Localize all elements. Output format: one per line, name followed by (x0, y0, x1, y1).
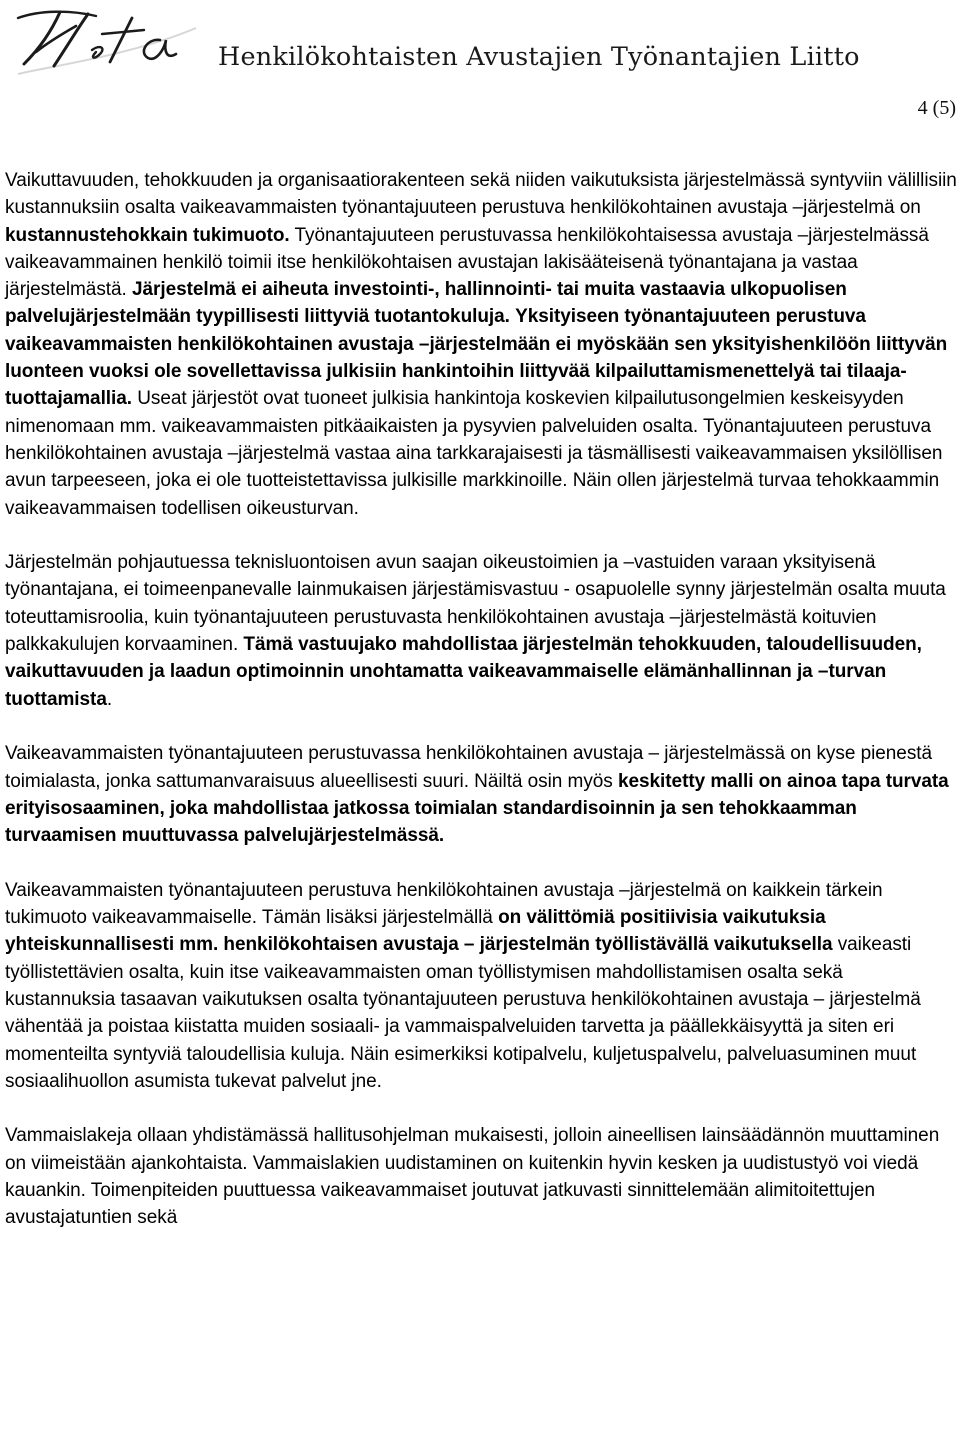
bold-text: Yksityiseen työnantajuuteen perustuva vaikeavammaisten henkilökohtainen avustaja –järjestelmään ei myöskään sen yksityishenkilöön liittyvän luonteen vuoksi ole sovellettavissa julkisiin hankintoihin liittyvää kilpailuttamismenettelyä tai tilaaja-tuottajamallia. (5, 306, 948, 410)
text-run: vaikeasti työllistettävien osalta, kuin itse vaikeavammaisten oman työllistymisen mahdollistamisen osalta sekä kustannuksia tasaavan vaikutuksen osalta työnantajuuteen perustuva henkilökohtainen avustaja – järjestelmä vähentää ja poistaa kiistatta muiden sosiaali- ja vammaispalveluiden tarvetta ja päällekkäisyyttä ja siten eri momenteilta syntyviä taloudellisia kuluja. Näin esimerkiksi kotipalvelu, kuljetuspalvelu, palveluasuminen muut sosiaalihuollon asumista tukevat palvelut jne. (5, 934, 921, 1092)
bold-text: kustannustehokkain tukimuoto. (5, 224, 290, 246)
text-run: Työnantajuuteen perustuvassa henkilökohtaisessa avustaja –järjestelmässä vaikeavammainen henkilö toimii itse henkilökohtaisen avustajan lakisääteisenä työnantajana ja vastaa järjestelmästä. (5, 224, 929, 301)
text-run: Vaikuttavuuden, tehokkuuden ja organisaatiorakenteen sekä niiden vaikutuksista järjestelmässä syntyviin välillisiin kustannuksiin osalta vaikeavammaisten työnantajuuteen perustuva henkilökohtainen avustaja –järjestelmä on (5, 170, 957, 219)
text-run: Vaikeavammaisten työnantajuuteen perustuvassa henkilökohtainen avustaja – järjestelmässä on kyse pienestä toimialasta, jonka sattumanvaraisuus alueellisesti suuri. Näiltä osin myös (5, 743, 933, 792)
heta-logo (10, 4, 200, 78)
paragraph (5, 877, 957, 1095)
page-number: 4 (5) (917, 97, 956, 119)
bold-text: Tämä vastuujako mahdollistaa järjestelmän tehokkuuden, taloudellisuuden, vaikuttavuuden ja laadun optimoinnin unohtamatta vaikeavammaiselle elämänhallinnan ja –turvan tuottamista (5, 634, 922, 710)
document-body (5, 167, 957, 1259)
text-run: Useat järjestöt ovat tuoneet julkisia hankintoja koskevien kilpailutusongelmien keskeisyyden nimenomaan mm. vaikeavammaisten pitkäaikaisten ja pysyvien palveluiden osalta. Työnantajuuteen perustuva henkilökohtainen avustaja –järjestelmä vastaa aina tarkkarajaisesti ja täsmällisesti vaikeavammaisen yksilöllisen avun tarpeeseen, joka ei ole tuotteistettavissa julkisille markkinoille. Näin ollen järjestelmä turvaa tehokkaammin vaikeavammaisen todellisen oikeusturvan. (5, 388, 943, 519)
bold-text: Järjestelmä ei aiheuta investointi-, hallinnointi- tai muita vastaavia ulkopuolisen palvelujärjestelmään tyypillisesti liittyviä tuotantokuluja. (5, 279, 847, 328)
bold-text: keskitetty malli on ainoa tapa turvata erityisosaaminen, joka mahdollistaa jatkossa toimialan standardisoinnin ja sen tehokkaamman turvaamisen muuttuvassa palvelujärjestelmässä. (5, 770, 949, 847)
letterhead (0, 0, 960, 80)
organization-name: Henkilökohtaisten Avustajien Työnantajien Liitto (218, 42, 860, 72)
paragraph (5, 1122, 957, 1231)
paragraph (5, 549, 957, 713)
paragraph (5, 740, 957, 849)
text-run: Vaikeavammaisten työnantajuuteen perustuva henkilökohtainen avustaja –järjestelmä on kaikkein tärkein tukimuoto vaikeavammaiselle. Tämän lisäksi järjestelmällä (5, 879, 883, 929)
text-run: . (106, 688, 113, 710)
bold-text: on välittömiä positiivisia vaikutuksia yhteiskunnallisesti mm. henkilökohtaisen avustaja – järjestelmän työllistävällä vaikutuksella (5, 907, 833, 956)
paragraph (5, 167, 957, 522)
text-run: Järjestelmän pohjautuessa teknisluontoisen avun saajan oikeustoimien ja –vastuiden varaan yksityisenä työnantajana, ei toimeenpanevalle lainmukaisen järjestämisvastuu - osapuolelle synny järjestelmän osalta muuta toteuttamisroolia, kuin työnantajuuteen perustuvasta henkilökohtainen avustaja –järjestelmästä koituvien palkkakulujen korvaaminen. (5, 552, 946, 656)
text-run: Vammaislakeja ollaan yhdistämässä hallitusohjelman mukaisesti, jolloin aineellisen lainsäädännön muuttaminen on viimeistään ajankohtaista. Vammaislakien uudistaminen on kuitenkin hyvin kesken ja uudistustyö voi viedä kauankin. Toimenpiteiden puuttuessa vaikeavammaiset joutuvat jatkuvasti sinnittelemään alimitoitettujen avustajatuntien sekä (5, 1125, 940, 1229)
